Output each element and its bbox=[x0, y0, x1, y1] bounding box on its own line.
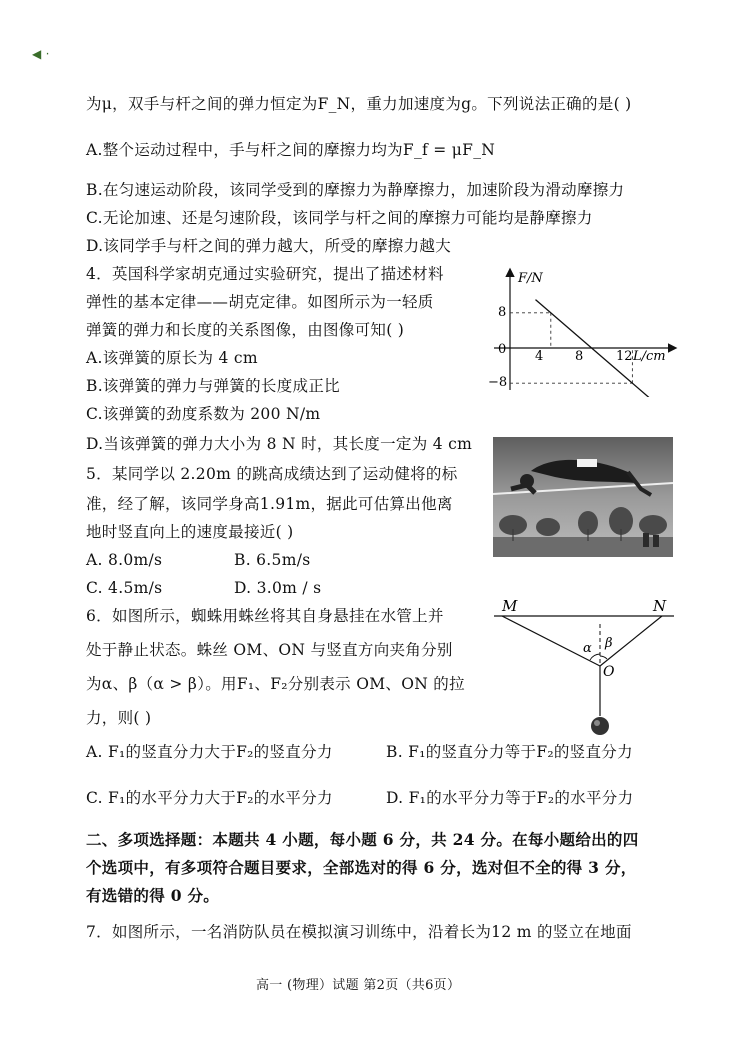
q6-option-c: C. F₁的水平分力大于F₂的水平分力 bbox=[86, 789, 333, 807]
x-tick-8: 8 bbox=[575, 349, 584, 364]
q3-option-c: C.无论加速、还是匀速阶段，该同学与杆之间的摩擦力可能均是静摩擦力 bbox=[86, 209, 593, 227]
spider-hanging-diagram bbox=[492, 594, 676, 744]
q6-stem-line3: 为α、β（α > β）。用F₁、F₂分别表示 OM、ON 的拉 bbox=[86, 675, 465, 693]
spider-ball bbox=[591, 717, 609, 735]
q4-option-c: C.该弹簧的劲度系数为 200 N/m bbox=[86, 405, 321, 423]
q6-option-b: B. F₁的竖直分力等于F₂的竖直分力 bbox=[386, 743, 633, 761]
q3-option-d: D.该同学手与杆之间的弹力越大，所受的摩擦力越大 bbox=[86, 237, 452, 255]
q3-option-a: A.整个运动过程中，手与杆之间的摩擦力均为F_f = μF_N bbox=[86, 141, 496, 159]
section2-line2: 个选项中，有多项符合题目要求，全部选对的得 6 分，选对但不全的得 3 分， bbox=[86, 858, 637, 877]
label-o: O bbox=[603, 664, 615, 680]
q4-option-b: B.该弹簧的弹力与弹簧的长度成正比 bbox=[86, 377, 340, 395]
q6-stem-line4: 力，则( ) bbox=[86, 709, 152, 727]
origin-label: 0 bbox=[498, 342, 507, 357]
q4-stem-line1: 4．英国科学家胡克通过实验研究，提出了描述材料 bbox=[86, 265, 444, 283]
page-footer: 高一 (物理）试题 第2页（共6页） bbox=[256, 978, 461, 993]
q4-option-a: A.该弹簧的原长为 4 cm bbox=[86, 349, 258, 367]
beta-arc bbox=[600, 656, 607, 659]
q4-stem-line2: 弹性的基本定律——胡克定律。如图所示为一轻质 bbox=[86, 293, 434, 311]
label-alpha: α bbox=[583, 641, 592, 656]
label-n: N bbox=[653, 597, 667, 615]
q6-stem-line1: 6．如图所示，蜘蛛用蛛丝将其自身悬挂在水管上并 bbox=[86, 607, 444, 625]
spring-force-length-graph bbox=[480, 262, 680, 397]
section2-line1: 二、多项选择题：本题共 4 小题，每小题 6 分，共 24 分。在每小题给出的四 bbox=[86, 830, 639, 849]
x-tick-12: 12 bbox=[616, 349, 633, 364]
corner-mark: ◀ ‧ bbox=[32, 47, 50, 61]
section2-line3: 有选错的得 0 分。 bbox=[86, 886, 220, 905]
q5-stem-line3: 地时竖直向上的速度最接近( ) bbox=[86, 523, 294, 541]
y-tick-8: 8 bbox=[498, 305, 507, 320]
label-beta: β bbox=[605, 636, 613, 651]
label-m: M bbox=[502, 597, 518, 615]
q6-option-d: D. F₁的水平分力等于F₂的水平分力 bbox=[386, 789, 634, 807]
q3-stem-tail: 为μ，双手与杆之间的弹力恒定为F_N，重力加速度为g。下列说法正确的是( ) bbox=[86, 95, 632, 113]
high-jump-photo bbox=[493, 437, 673, 557]
q6-stem-line2: 处于静止状态。蛛丝 OM、ON 与竖直方向夹角分别 bbox=[86, 641, 453, 659]
q5-option-b: B. 6.5m/s bbox=[234, 551, 311, 569]
q5-option-c: C. 4.5m/s bbox=[86, 579, 163, 597]
q5-stem-line1: 5．某同学以 2.20m 的跳高成绩达到了运动健将的标 bbox=[86, 465, 458, 483]
q7-stem-line1: 7．如图所示，一名消防队员在模拟演习训练中，沿着长为12 m 的竖立在地面 bbox=[86, 923, 632, 941]
y-axis-label: F/N bbox=[518, 271, 543, 286]
q5-stem-line2: 准，经了解，该同学身高1.91m，据此可估算出他离 bbox=[86, 495, 453, 513]
x-axis-label: L/cm bbox=[633, 349, 666, 364]
q5-option-a: A. 8.0m/s bbox=[86, 551, 163, 569]
q3-option-b: B.在匀速运动阶段，该同学受到的摩擦力为静摩擦力，加速阶段为滑动摩擦力 bbox=[86, 181, 625, 199]
q5-option-d: D. 3.0m / s bbox=[234, 579, 322, 597]
y-tick-neg8: −8 bbox=[488, 375, 508, 390]
q4-stem-line3: 弹簧的弹力和长度的关系图像，由图像可知( ) bbox=[86, 321, 405, 339]
x-tick-4: 4 bbox=[535, 349, 544, 364]
q6-option-a: A. F₁的竖直分力大于F₂的竖直分力 bbox=[86, 743, 333, 761]
q4-option-d: D.当该弹簧的弹力大小为 8 N 时，其长度一定为 4 cm bbox=[86, 435, 473, 453]
